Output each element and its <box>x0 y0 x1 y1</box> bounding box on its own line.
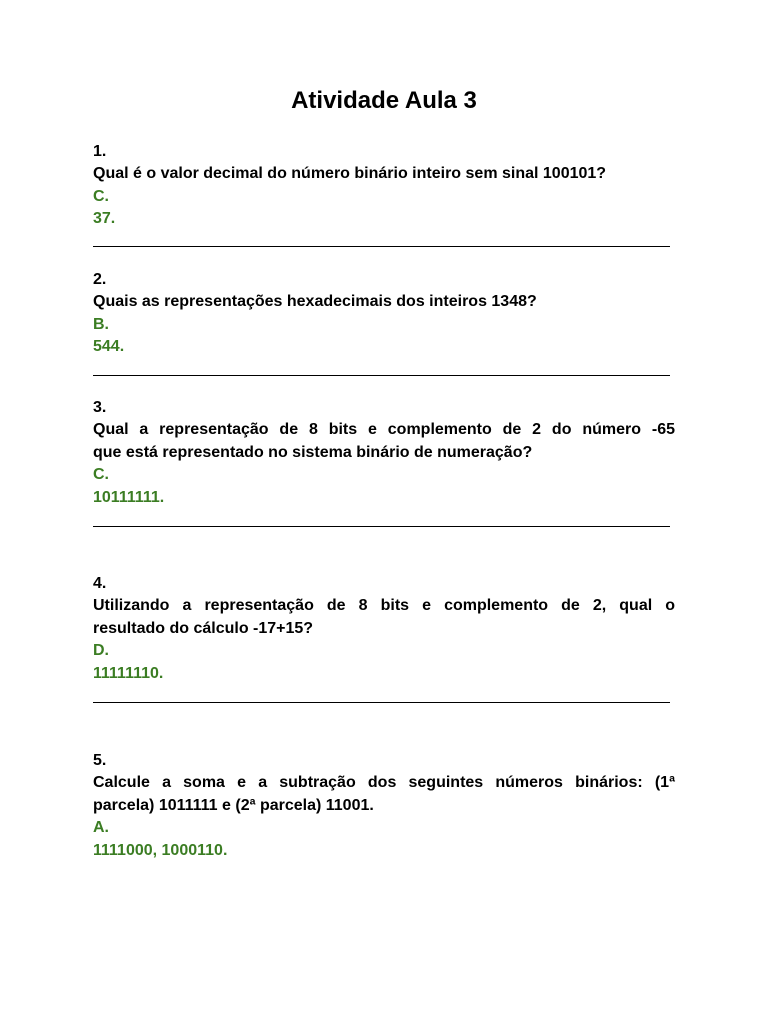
question-text: Qual é o valor decimal do número binário inteiro sem sinal 100101? <box>93 165 607 183</box>
question-number: 5. <box>93 752 107 769</box>
separator-line <box>93 526 670 527</box>
question-number: 4. <box>93 575 107 592</box>
question-1 <box>93 141 675 231</box>
answer-value: 37. <box>93 210 116 228</box>
question-text: parcela) 1011111 e (2ª parcela) 11001. <box>93 796 374 814</box>
question-text: Calcule a soma e a subtração dos seguintes números binários: (1ª <box>93 774 675 792</box>
question-text: Qual a representação de 8 bits e complemento de 2 do número -65 <box>93 421 675 439</box>
page-title: Atividade Aula 3 <box>291 87 477 114</box>
answer-option: A. <box>93 819 109 837</box>
question-text: Utilizando a representação de 8 bits e complemento de 2, qual o <box>93 597 675 615</box>
question-number: 3. <box>93 399 107 416</box>
answer-option: B. <box>93 315 109 333</box>
question-5 <box>93 750 675 862</box>
answer-option: D. <box>93 642 109 660</box>
answer-option: C. <box>93 187 109 205</box>
answer-value: 1111000, 1000110. <box>93 841 228 859</box>
question-text: que está representado no sistema binário de numeração? <box>93 443 533 461</box>
answer-option: C. <box>93 466 109 484</box>
answer-value: 11111110. <box>93 664 164 682</box>
question-2 <box>93 269 675 359</box>
answer-value: 544. <box>93 338 125 356</box>
question-text: Quais as representações hexadecimais dos inteiros 1348? <box>93 293 537 311</box>
separator-line <box>93 246 670 247</box>
separator-line <box>93 702 670 703</box>
question-3 <box>93 397 675 509</box>
answer-value: 10111111. <box>93 488 165 506</box>
question-number: 2. <box>93 271 107 288</box>
separator-line <box>93 375 670 376</box>
question-number: 1. <box>93 143 107 160</box>
question-text: resultado do cálculo -17+15? <box>93 619 314 637</box>
question-4 <box>93 573 675 685</box>
